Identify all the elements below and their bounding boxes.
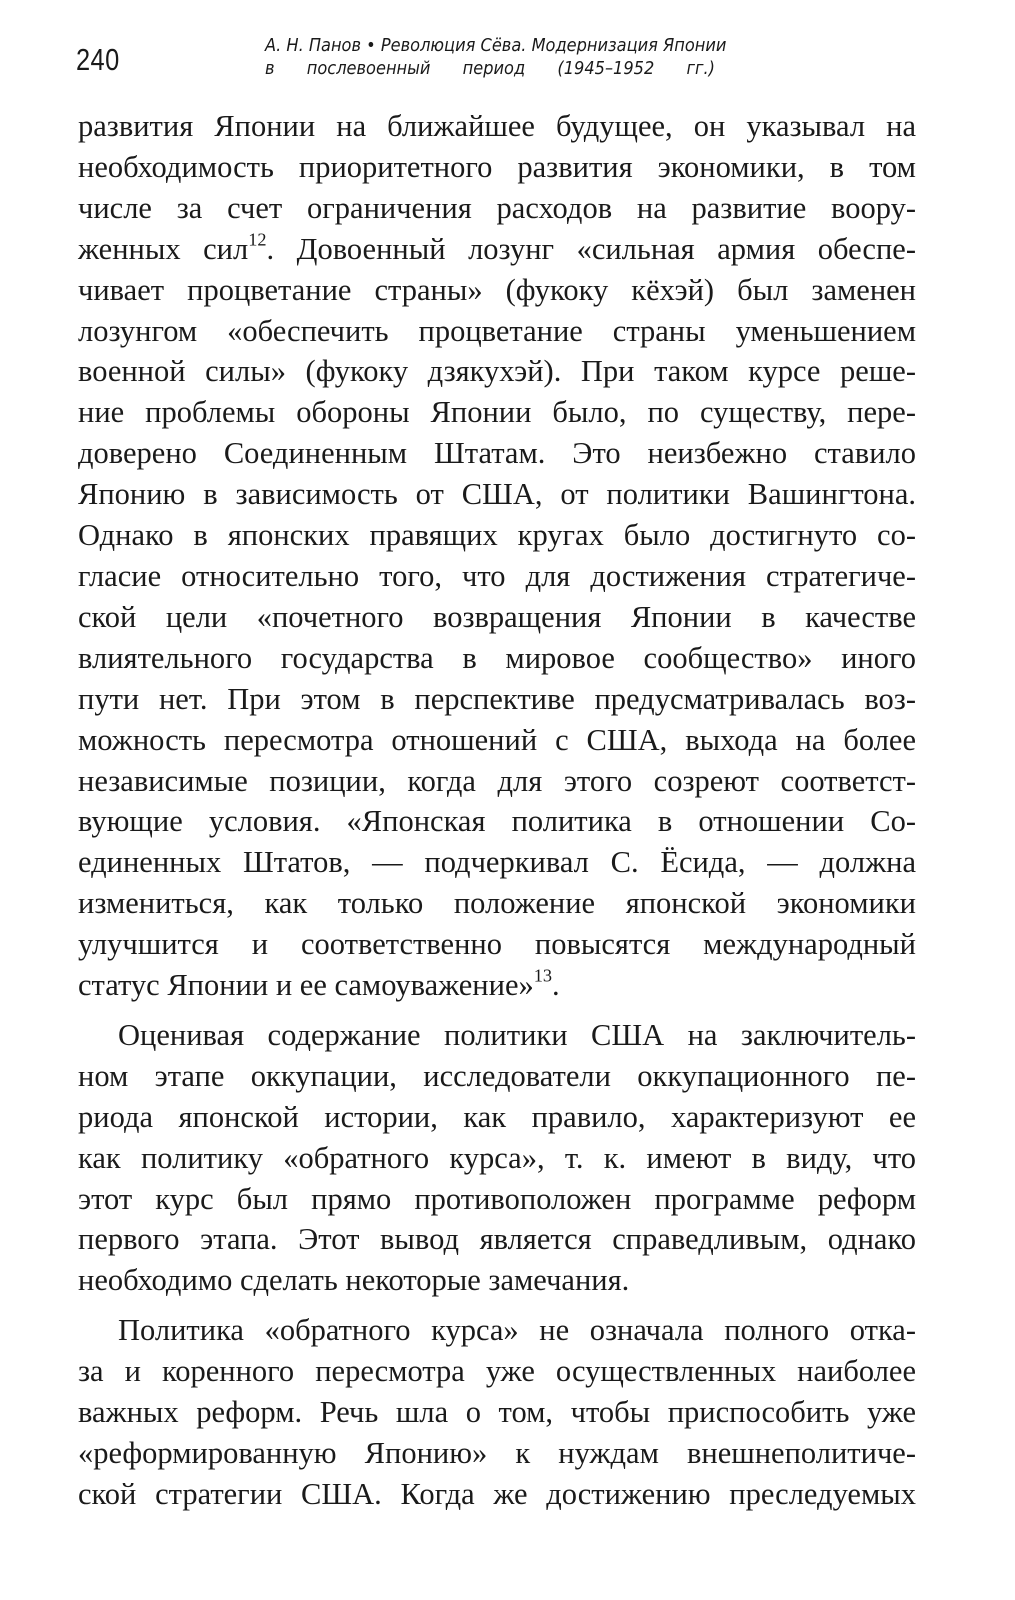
text-line: Однако в японских правящих кругах было достигнуто со- [78, 518, 916, 553]
text-line: необходимо сделать некоторые замечания. [78, 1263, 630, 1298]
page-number: 240 [76, 42, 120, 77]
text-line: влиятельного государства в мировое сообщество» иного [78, 640, 916, 675]
text-fragment: . [552, 968, 560, 1003]
text-line: военной силы» (фукоку дзякухэй). При таком курсе реше- [78, 354, 916, 389]
text-line: единенных Штатов, — подчеркивал С. Ёсида, — должна [78, 845, 916, 880]
text-line: Политика «обратного курса» не означала полного отка- [118, 1313, 916, 1348]
text-line: числе за счет ограничения расходов на развитие воору- [78, 190, 916, 225]
text-fragment: статус Японии и ее самоуважение» [78, 968, 534, 1003]
paragraph-2 [78, 1015, 916, 1301]
text-line: ном этапе оккупации, исследователи оккупационного пе- [78, 1058, 916, 1093]
text-line: Оценивая содержание политики США на заключитель- [118, 1017, 916, 1052]
text-fragment: женных сил [78, 231, 249, 266]
text-line: можность пересмотра отношений с США, выхода на более [78, 722, 916, 757]
text-line: измениться, как только положение японской экономики [78, 886, 916, 921]
text-line: лозунгом «обеспечить процветание страны уменьшением [78, 313, 916, 348]
text-line [78, 965, 916, 1006]
running-head [265, 34, 727, 80]
text-line: улучшится и соответственно повысятся международный [78, 927, 916, 962]
text-line: гласие относительно того, что для достижения стратегиче- [78, 558, 916, 593]
running-head-line-2: в послевоенный период (1945–1952 гг.) [265, 58, 715, 79]
text-line: ской стратегии США. Когда же достижению преследуемых [78, 1476, 916, 1511]
text-line: необходимость приоритетного развития экономики, в том [78, 149, 916, 184]
text-line: доверено Соединенным Штатам. Это неизбежно ставило [78, 436, 916, 471]
footnote-ref-13: 13 [533, 965, 553, 986]
body-text [78, 106, 916, 1515]
text-line: этот курс был прямо противоположен программе реформ [78, 1181, 916, 1216]
text-line: «реформированную Японию» к нуждам внешнеполитиче- [78, 1436, 916, 1470]
text-line: пути нет. При этом в перспективе предусматривалась воз- [78, 681, 916, 716]
text-fragment: . Довоенный лозунг «сильная армия обеспе- [266, 231, 916, 266]
text-line: вующие условия. «Японская политика в отношении Со- [78, 804, 916, 839]
paragraph-1 [78, 106, 916, 1006]
paragraph-3 [78, 1310, 916, 1515]
footnote-ref-12: 12 [248, 229, 267, 249]
text-line: как политику «обратного курса», т. к. имеют в виду, что [78, 1140, 916, 1175]
text-line: за и коренного пересмотра уже осуществленных наиболее [78, 1354, 916, 1389]
text-line: развития Японии на ближайшее будущее, он указывал на [78, 109, 916, 143]
text-line: чивает процветание страны» (фукоку кёхэй) был заменен [78, 272, 916, 307]
text-line: важных реформ. Речь шла о том, чтобы приспособить уже [78, 1395, 916, 1430]
text-line: ской цели «почетного возвращения Японии в качестве [78, 599, 916, 634]
text-line: первого этапа. Этот вывод является справедливым, однако [78, 1222, 916, 1257]
text-line: независимые позиции, когда для этого созреют соответст- [78, 763, 916, 798]
page-header [0, 30, 1015, 90]
running-head-line-1: А. Н. Панов • Революция Сёва. Модернизация Японии [265, 35, 727, 56]
text-line [78, 229, 916, 270]
text-line: Японию в зависимость от США, от политики Вашингтона. [78, 477, 916, 512]
text-line: риода японской истории, как правило, характеризуют ее [78, 1099, 916, 1134]
text-line: ние проблемы обороны Японии было, по существу, пере- [78, 395, 916, 430]
